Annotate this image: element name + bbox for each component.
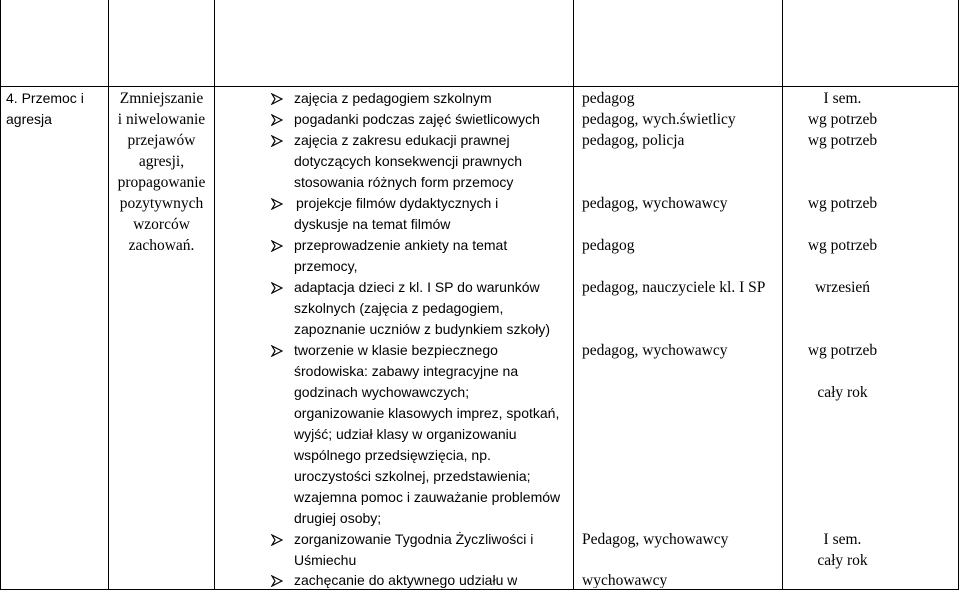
list-item: projekcje filmów dydaktycznych i [296,195,499,211]
arrow-bullet-icon [271,534,283,546]
arrow-bullet-icon [271,93,283,105]
responsible-person: pedagog [582,237,635,254]
goal-line: zachowań. [128,237,195,254]
list-item-continuation: środowiska: zabawy integracyjne na [294,363,519,379]
column-divider [0,0,1,590]
list-item-continuation: dyskusje na temat filmów [294,216,451,232]
arrow-bullet-icon [271,198,283,210]
term: wg potrzeb [807,195,878,212]
goal-line: Zmniejszanie [119,90,204,107]
goal-line: przejawów [127,132,196,149]
list-item-continuation: drugiej osoby; [294,510,382,526]
list-item-continuation: zapoznanie uczniów z budynkiem szkoły) [294,321,551,337]
term: cały rok [817,384,868,401]
list-item: zachęcanie do aktywnego udziału w [294,572,518,588]
term: wg potrzeb [807,342,878,359]
list-item-continuation: Uśmiechu [294,552,357,568]
list-item: tworzenie w klasie bezpiecznego [294,342,498,358]
list-item: zajęcia z pedagogiem szkolnym [294,90,492,106]
list-item-continuation: przemocy, [294,258,358,274]
arrow-bullet-icon [271,114,283,126]
term: wg potrzeb [807,132,878,149]
list-item-continuation: godzinach wychowawczych; [294,384,470,400]
table-top-border [0,86,959,87]
list-item: przeprowadzenie ankiety na temat [294,237,508,253]
responsible-person: pedagog, nauczyciele kl. I SP [582,279,766,296]
list-item: zorganizowanie Tygodnia Życzliwości i [294,531,534,547]
list-item-continuation: wzajemna pomoc i zauważanie problemów [294,489,561,505]
term: I sem. [823,531,862,548]
arrow-bullet-icon [271,240,283,252]
responsible-person: pedagog, policja [582,132,685,149]
section-title: agresja [6,111,52,127]
arrow-bullet-icon [271,575,283,587]
column-divider [958,0,959,590]
list-item-continuation: dotyczących konsekwencji prawnych [294,153,522,169]
list-item-continuation: stosowania różnych form przemocy [294,174,514,190]
goal-line: pozytywnych [119,195,204,212]
goal-line: wzorców [133,216,190,233]
responsible-person: wychowawcy [582,572,668,588]
term: I sem. [823,90,862,107]
arrow-bullet-icon [271,135,283,147]
section-title: 4. Przemoc i [6,90,84,106]
arrow-bullet-icon [271,282,283,294]
list-item-continuation: organizowanie klasowych imprez, spotkań, [294,405,560,421]
list-item: zajęcia z zakresu edukacji prawnej [294,132,510,148]
term: cały rok [817,552,868,569]
responsible-person: pedagog, wychowawcy [582,195,728,212]
goal-line: i niwelowanie [117,111,206,128]
list-item-continuation: szkolnych (zajęcia z pedagogiem, [294,300,504,316]
goal-line: agresji, [138,153,185,170]
list-item-continuation: uroczystości szkolnej, przedstawienia; [294,468,531,484]
term: wg potrzeb [807,237,878,254]
column-divider [214,0,215,590]
column-divider [573,0,574,590]
table-bottom-border [0,589,959,590]
arrow-bullet-icon [271,345,283,357]
responsible-person: Pedagog, wychowawcy [582,531,729,548]
list-item-continuation: wyjść; udział klasy w organizowaniu [294,426,517,442]
responsible-person: pedagog, wych.świetlicy [582,111,736,128]
goal-line: propagowanie [117,174,206,191]
responsible-person: pedagog [582,90,635,107]
list-item: pogadanki podczas zajęć świetlicowych [294,111,540,127]
responsible-person: pedagog, wychowawcy [582,342,728,359]
list-item-continuation: wspólnego przedsięwzięcia, np. [294,447,491,463]
term: wg potrzeb [807,111,878,128]
list-item: adaptacja dzieci z kl. I SP do warunków [294,279,540,295]
term: wrzesień [814,279,871,296]
